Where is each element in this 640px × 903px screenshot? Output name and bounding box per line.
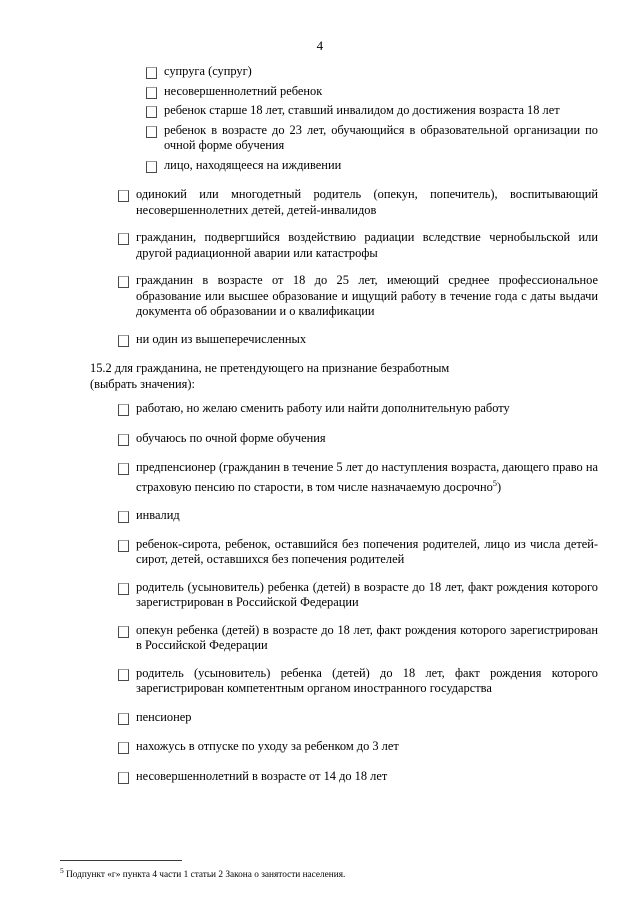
checklist-item[interactable] <box>90 580 598 611</box>
checklist-item-label: предпенсионер (гражданин в течение 5 лет до наступления возраста, дающего право на страховую пенсию по старости, в том числе назначаемую досрочно$^5$) <box>136 460 598 494</box>
footnote-divider <box>60 860 182 861</box>
checklist-item-label: одинокий или многодетный родитель (опекун, попечитель), воспитывающий несовершеннолетних детей, детей-инвалидов <box>136 187 598 217</box>
checklist-item-label: нахожусь в отпуске по уходу за ребенком до 3 лет <box>136 739 399 754</box>
checklist-item[interactable] <box>90 401 598 417</box>
checkbox-icon[interactable] <box>118 463 129 475</box>
checklist-item[interactable] <box>90 460 598 495</box>
checklist-item[interactable] <box>90 273 598 320</box>
checklist-item[interactable] <box>90 230 598 261</box>
checklist-item-label: ни один из вышеперечисленных <box>136 331 307 346</box>
checklist-item-label: обучаюсь по очной форме обучения <box>136 430 326 445</box>
checklist-item-label: ребенок в возрасте до 23 лет, обучающийся в образовательной организации по очной форме обучения <box>164 122 598 152</box>
checkbox-icon[interactable] <box>146 67 157 79</box>
checklist-item[interactable] <box>90 537 598 568</box>
checklist-item[interactable] <box>90 623 598 654</box>
footnote-marker: 5 <box>60 865 64 875</box>
checkbox-icon[interactable] <box>118 583 129 595</box>
checkbox-icon[interactable] <box>118 233 129 245</box>
checklist-item[interactable] <box>90 710 598 726</box>
checkbox-icon[interactable] <box>118 669 129 681</box>
checklist-item[interactable] <box>90 431 598 447</box>
checklist-item[interactable] <box>90 187 598 218</box>
checkbox-icon[interactable] <box>118 404 129 416</box>
checklist-item-label: инвалид <box>136 508 180 523</box>
checklist-item[interactable] <box>90 64 598 80</box>
checklist-item-label: родитель (усыновитель) ребенка (детей) в возрасте до 18 лет, факт рождения которого зарегистрирован в Российской Федерации <box>136 579 598 610</box>
checkbox-icon[interactable] <box>146 87 157 99</box>
checklist-item[interactable] <box>90 123 598 154</box>
checkbox-icon[interactable] <box>118 540 129 552</box>
checklist-item-label: родитель (усыновитель) ребенка (детей) до 18 лет, факт рождения которого зарегистрирован компетентным органом иностранного государства <box>136 665 598 696</box>
checklist-item-label: несовершеннолетний в возрасте от 14 до 18 лет <box>136 768 388 783</box>
checkbox-icon[interactable] <box>118 511 129 523</box>
checklist-item-label: пенсионер <box>136 709 192 724</box>
footnote <box>60 860 580 881</box>
section-heading <box>90 361 598 392</box>
checklist-item[interactable] <box>90 666 598 697</box>
checklist-item-label: ребенок старше 18 лет, ставший инвалидом до достижения возраста 18 лет <box>164 103 560 117</box>
checklist-item-label: опекун ребенка (детей) в возрасте до 18 лет, факт рождения которого зарегистрирован в Российской Федерации <box>136 622 598 653</box>
footnote-text: $^5$ Подпункт «г» пункта 4 части 1 статьи 2 Закона о занятости населения. <box>60 865 346 880</box>
section-title: 15.2 для гражданина, не претендующего на признание безработным <box>90 361 450 375</box>
checklist-item-label: супруга (супруг) <box>164 64 252 78</box>
checkbox-icon[interactable] <box>118 434 129 446</box>
checkbox-icon[interactable] <box>118 742 129 754</box>
checkbox-icon[interactable] <box>146 161 157 173</box>
checklist-item[interactable] <box>90 508 598 524</box>
checkbox-icon[interactable] <box>118 335 129 347</box>
checklist-item[interactable] <box>90 84 598 100</box>
checkbox-icon[interactable] <box>118 772 129 784</box>
checklist-item-label: гражданин в возрасте от 18 до 25 лет, имеющий среднее профессиональное образование или высшее образование и ищущий работу в течение года с даты выдачи документа об образовании и о квалификации <box>136 273 598 318</box>
section-subtitle: (выбрать значения): <box>90 376 195 391</box>
checklist-item[interactable] <box>90 103 598 119</box>
checkbox-icon[interactable] <box>146 106 157 118</box>
checklist-item-label: ребенок-сирота, ребенок, оставшийся без попечения родителей, лицо из числа детей-сирот, детей, оставшихся без попечения родителей <box>136 536 598 567</box>
checklist-item-label: работаю, но желаю сменить работу или найти дополнительную работу <box>136 401 510 415</box>
checkbox-icon[interactable] <box>118 276 129 288</box>
checkbox-icon[interactable] <box>146 126 157 138</box>
checklist-item[interactable] <box>90 769 598 785</box>
checklist-item-label: лицо, находящееся на иждивении <box>164 157 342 172</box>
checklist-item-label: несовершеннолетний ребенок <box>164 83 323 98</box>
checkbox-icon[interactable] <box>118 626 129 638</box>
checklist-item[interactable] <box>90 739 598 755</box>
page-number: 4 <box>316 38 324 53</box>
checkbox-icon[interactable] <box>118 713 129 725</box>
page-content <box>0 64 640 784</box>
checkbox-icon[interactable] <box>118 190 129 202</box>
footnote-reference: 5 <box>492 477 498 488</box>
checklist-item[interactable] <box>90 158 598 174</box>
checklist-item[interactable] <box>90 332 598 348</box>
checklist-item-label: гражданин, подвергшийся воздействию радиации вследствие чернобыльской или другой радиационной аварии или катастрофы <box>136 230 598 260</box>
